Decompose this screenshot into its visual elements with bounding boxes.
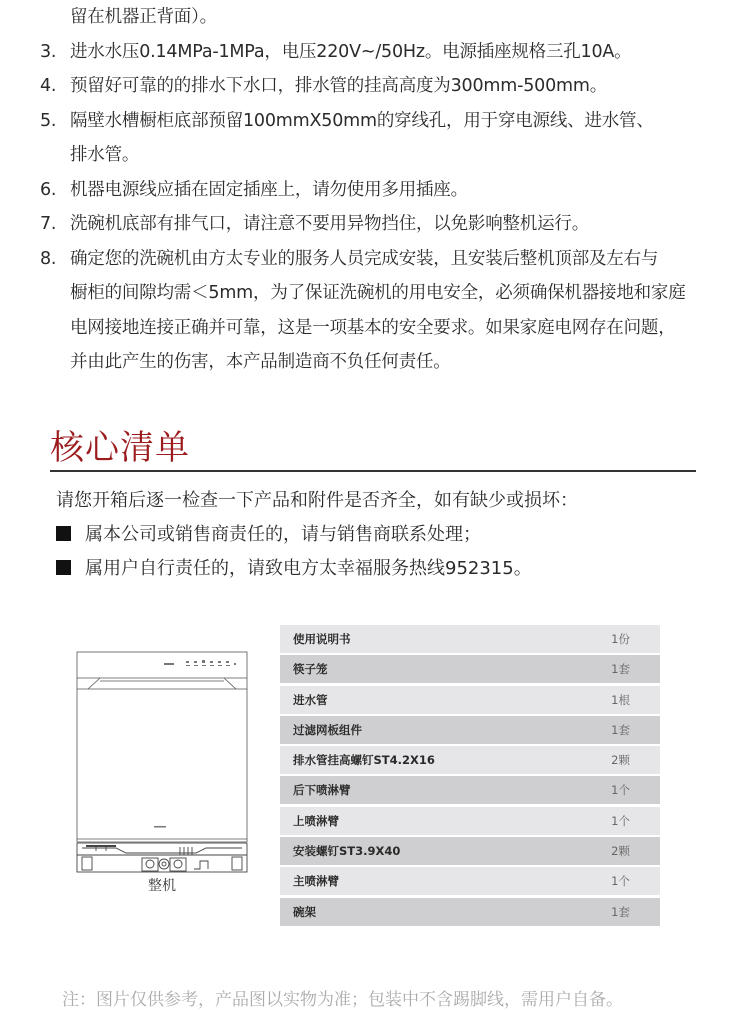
note-line	[40, 104, 710, 139]
item-quantity: 2颗	[611, 844, 630, 859]
item-name: 筷子笼	[293, 662, 328, 677]
table-row	[280, 655, 660, 683]
note-number: 7.	[40, 214, 57, 234]
dishwasher-base-drawing	[76, 843, 248, 873]
table-row	[280, 807, 660, 835]
note-number: 4.	[40, 76, 57, 96]
item-name: 使用说明书	[293, 632, 351, 646]
item-quantity: 1套	[611, 722, 630, 737]
checklist-intro: 请您开箱后逐一检查一下产品和附件是否齐全，如有缺少或损坏：	[56, 490, 578, 511]
note-text: 电网接地连接正确并可靠，这是一项基本的安全要求。如果家庭电网存在问题，	[70, 317, 676, 338]
note-line	[40, 345, 710, 380]
table-row	[280, 625, 660, 653]
note-number: 5.	[40, 110, 57, 131]
note-text: 进水水压0.14MPa-1MPa，电压220V~/50Hz。电源插座规格三孔10A。	[70, 41, 632, 62]
note-number: 3.	[40, 41, 57, 62]
note-line	[40, 207, 710, 242]
item-name: 上喷淋臂	[293, 813, 339, 828]
bullet-text: 属用户自行责任的，请致电方太幸福服务热线952315。	[85, 558, 532, 579]
bullet-text: 属本公司或销售商责任的，请与销售商联系处理；	[85, 524, 481, 545]
note-number: 6.	[40, 179, 57, 200]
note-line	[40, 0, 710, 35]
table-row	[280, 898, 660, 926]
footer-note: 注：图片仅供参考，产品图以实物为准；包装中不含踢脚线，需用户自备。	[62, 990, 623, 1010]
bullet-item	[56, 518, 481, 552]
note-line	[40, 35, 710, 70]
note-text: 并由此产生的伤害，本产品制造商不负任何责任。	[70, 352, 451, 372]
note-text: 隔壁水槽橱柜底部预留100mmX50mm的穿线孔，用于穿电源线、进水管、	[70, 110, 654, 131]
item-name: 过滤网板组件	[293, 722, 362, 737]
table-row	[280, 746, 660, 774]
section-divider	[50, 470, 696, 472]
note-text: 确定您的洗碗机由方太专业的服务人员完成安装，且安装后整机顶部及左右与	[70, 248, 659, 269]
item-quantity: 1个	[611, 783, 630, 798]
note-line	[40, 173, 710, 208]
note-text: 机器电源线应插在固定插座上，请勿使用多用插座。	[70, 179, 468, 200]
note-line	[40, 242, 710, 277]
note-text: 洗碗机底部有排气口，请注意不要用异物挡住，以免影响整机运行。	[70, 214, 589, 234]
item-quantity: 1个	[611, 874, 630, 889]
parts-checklist-table	[280, 625, 660, 928]
table-row	[280, 686, 660, 714]
note-text: 预留好可靠的的排水下水口，排水管的挂高高度为300mm-500mm。	[70, 76, 608, 96]
table-row	[280, 867, 660, 895]
installation-notes	[40, 0, 710, 380]
item-name: 主喷淋臂	[293, 874, 339, 889]
item-quantity: 1套	[611, 662, 630, 677]
item-name: 排水管挂高螺钉ST4.2X16	[293, 753, 435, 768]
dishwasher-line-drawing	[76, 651, 248, 843]
note-line	[40, 311, 710, 346]
item-name: 安装螺钉ST3.9X40	[293, 844, 401, 859]
item-quantity: 1份	[611, 632, 630, 646]
table-row	[280, 716, 660, 744]
note-text: 排水管。	[70, 145, 140, 165]
note-line	[40, 69, 710, 104]
note-line	[40, 138, 710, 173]
item-name: 进水管	[293, 692, 328, 707]
note-number: 8.	[40, 248, 57, 269]
note-text: 橱柜的间隙均需＜5mm，为了保证洗碗机的用电安全，必须确保机器接地和家庭	[70, 283, 686, 303]
bullet-item	[56, 552, 532, 586]
table-row	[280, 837, 660, 865]
item-quantity: 1个	[611, 813, 630, 828]
item-quantity: 1套	[611, 904, 630, 919]
item-quantity: 2颗	[611, 753, 630, 768]
square-bullet-icon	[56, 526, 71, 541]
square-bullet-icon	[56, 560, 71, 575]
table-row	[280, 776, 660, 804]
note-line	[40, 276, 710, 311]
note-text: 留在机器正背面）。	[70, 7, 217, 27]
machine-caption: 整机	[148, 878, 176, 894]
item-quantity: 1根	[611, 692, 630, 707]
item-name: 碗架	[293, 904, 316, 919]
section-title: 核心清单	[50, 428, 190, 468]
item-name: 后下喷淋臂	[293, 783, 351, 798]
